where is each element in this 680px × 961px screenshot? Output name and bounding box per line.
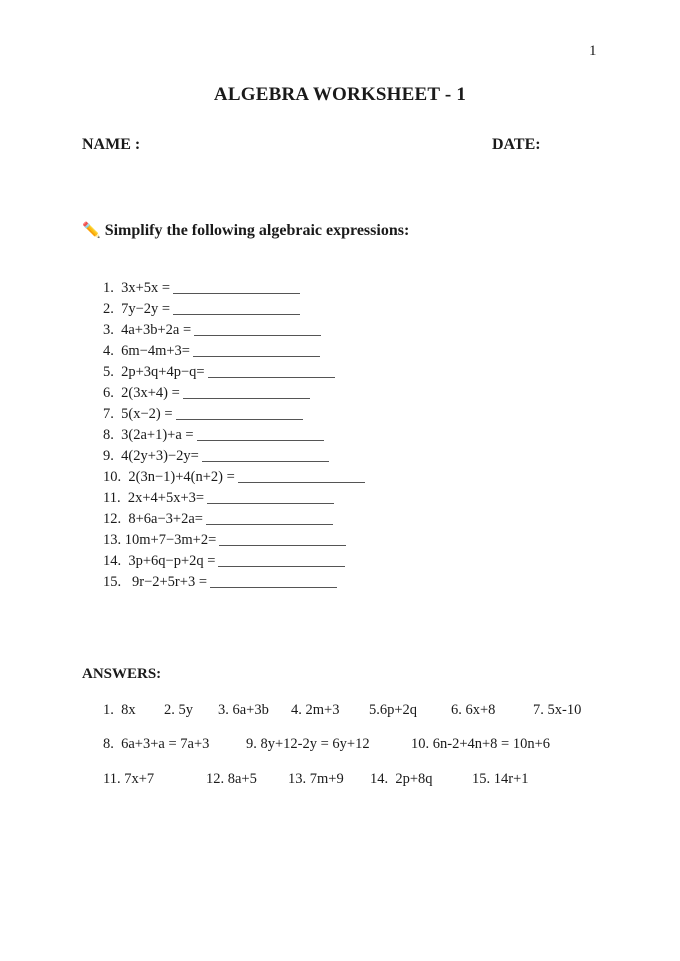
answer-blank: [206, 510, 333, 525]
question-text: 7. 5(x−2) =: [103, 406, 173, 422]
question-text: 13. 10m+7−3m+2=: [103, 532, 217, 548]
question-text: 12. 8+6a−3+2a=: [103, 511, 203, 527]
answers-heading: ANSWERS:: [82, 666, 162, 682]
question-item: [103, 299, 365, 320]
question-text: 14. 3p+6q−p+2q =: [103, 553, 216, 569]
answer-blank: [219, 531, 346, 546]
pencil-icon: ✏️: [82, 221, 101, 239]
question-item: [103, 362, 365, 383]
question-item: [103, 341, 365, 362]
answer-blank: [176, 405, 303, 420]
answer-blank: [197, 426, 324, 441]
answer-item: 15. 14r+1: [472, 771, 529, 787]
answer-item: 14. 2p+8q: [370, 771, 433, 787]
answer-blank: [202, 447, 329, 462]
answer-item: 12. 8a+5: [206, 771, 257, 787]
answer-blank: [208, 363, 335, 378]
worksheet-title: ALGEBRA WORKSHEET - 1: [213, 84, 467, 105]
answer-blank: [173, 279, 300, 294]
answer-blank: [183, 384, 310, 399]
question-text: 8. 3(2a+1)+a =: [103, 427, 194, 443]
answer-blank: [218, 552, 345, 567]
question-item: [103, 383, 365, 404]
answer-item: 8. 6a+3+a = 7a+3: [103, 736, 210, 752]
question-item: [103, 509, 365, 530]
question-item: [103, 530, 365, 551]
answer-item: 9. 8y+12-2y = 6y+12: [246, 736, 370, 752]
answer-item: 1. 8x: [103, 702, 136, 718]
question-text: 4. 6m−4m+3=: [103, 343, 190, 359]
question-item: [103, 425, 365, 446]
question-text: 9. 4(2y+3)−2y=: [103, 448, 199, 464]
question-text: 1. 3x+5x =: [103, 280, 171, 296]
question-text: 5. 2p+3q+4p−q=: [103, 364, 205, 380]
question-text: 15. 9r−2+5r+3 =: [103, 574, 207, 590]
question-text: 2. 7y−2y =: [103, 301, 171, 317]
answer-item: 2. 5y: [164, 702, 193, 718]
question-item: [103, 404, 365, 425]
answer-item: 3. 6a+3b: [218, 702, 269, 718]
question-text: 6. 2(3x+4) =: [103, 385, 180, 401]
question-list: [103, 278, 365, 593]
question-text: 11. 2x+4+5x+3=: [103, 490, 205, 506]
answer-blank: [173, 300, 300, 315]
question-item: [103, 572, 365, 593]
question-item: [103, 467, 365, 488]
instruction-text: Simplify the following algebraic expressions:: [104, 222, 410, 239]
answer-item: 11. 7x+7: [103, 771, 155, 787]
answer-item: 4. 2m+3: [291, 702, 340, 718]
question-item: [103, 488, 365, 509]
instruction: [82, 221, 409, 240]
answer-item: 6. 6x+8: [451, 702, 496, 718]
answer-blank: [194, 321, 321, 336]
answer-item: 10. 6n-2+4n+8 = 10n+6: [411, 736, 551, 752]
answer-item: 5.6p+2q: [369, 702, 418, 718]
page-number: 1: [589, 43, 597, 59]
question-text: 3. 4a+3b+2a =: [103, 322, 192, 338]
question-text: 10. 2(3n−1)+4(n+2) =: [103, 469, 235, 485]
question-item: [103, 278, 365, 299]
answer-blank: [238, 468, 365, 483]
answer-blank: [207, 489, 334, 504]
answer-blank: [210, 573, 337, 588]
name-label: NAME :: [82, 136, 141, 153]
date-label: DATE:: [492, 136, 541, 153]
question-item: [103, 320, 365, 341]
answer-item: 7. 5x-10: [533, 702, 582, 718]
question-item: [103, 551, 365, 572]
answer-blank: [193, 342, 320, 357]
answer-item: 13. 7m+9: [288, 771, 344, 787]
question-item: [103, 446, 365, 467]
